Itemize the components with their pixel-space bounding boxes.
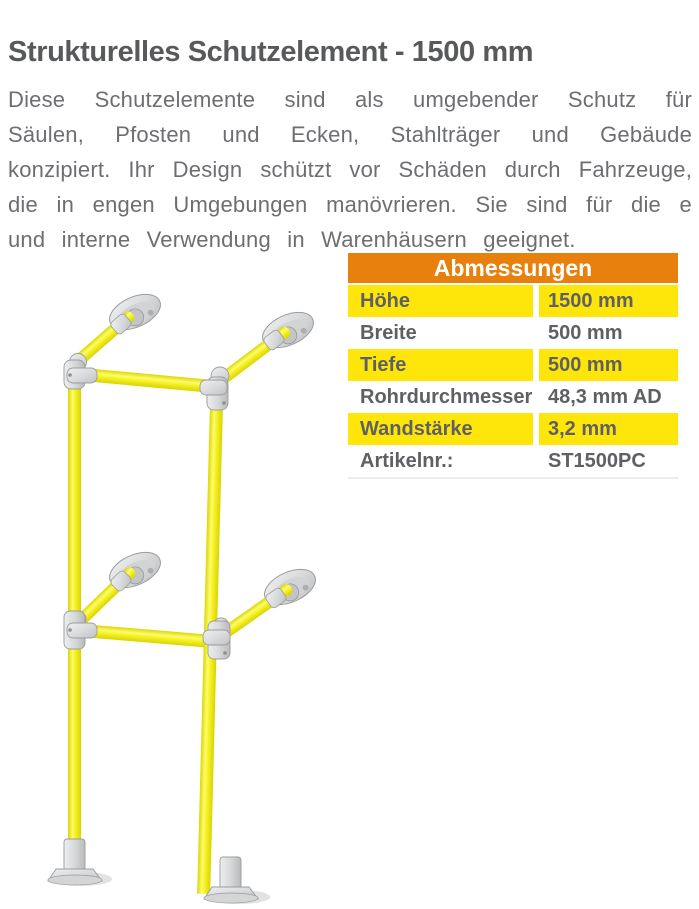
- row-value: 48,3 mm AD: [539, 381, 678, 413]
- row-value: 3,2 mm: [539, 413, 678, 445]
- table-row: [348, 317, 678, 349]
- row-value: 1500 mm: [539, 285, 678, 317]
- product-description: Diese Schutzelemente sind als umgebender Schutz für Säulen, Pfosten und Ecken, Stahlträger und Gebäude konzipiert. Ihr Design schützt vor Schäden durch Fahrzeuge, die in engen Umgebungen manövrieren. Sie sind für die e und interne Verwendung in Warenhäusern geeignet.: [8, 87, 692, 252]
- row-label: Artikelnr.:: [348, 445, 533, 477]
- elbow-fitting-top-right: [200, 367, 229, 410]
- mid-rail: [75, 624, 224, 649]
- table-row: [348, 349, 678, 381]
- row-label: Rohrdurchmesser: [348, 381, 533, 413]
- row-label: Wandstärke: [348, 413, 533, 445]
- elbow-fitting-top-left: [64, 354, 97, 390]
- floor-flange-left: [48, 839, 112, 886]
- row-label: Höhe: [348, 285, 533, 317]
- table-row: [348, 413, 678, 445]
- dimensions-table: [348, 253, 678, 479]
- row-value: ST1500PC: [539, 445, 678, 477]
- table-row: [348, 381, 678, 413]
- table-row: [348, 285, 678, 317]
- row-value: 500 mm: [539, 349, 678, 381]
- row-label: Tiefe: [348, 349, 533, 381]
- product-3d-render: [8, 283, 338, 909]
- table-row: [348, 445, 678, 477]
- product-figure: [8, 283, 338, 909]
- floor-flange-right: [204, 857, 270, 904]
- dimensions-table-header: Abmessungen: [348, 253, 678, 285]
- page-title: Strukturelles Schutzelement - 1500 mm: [8, 36, 534, 69]
- row-label: Breite: [348, 317, 533, 349]
- row-value: 500 mm: [539, 317, 678, 349]
